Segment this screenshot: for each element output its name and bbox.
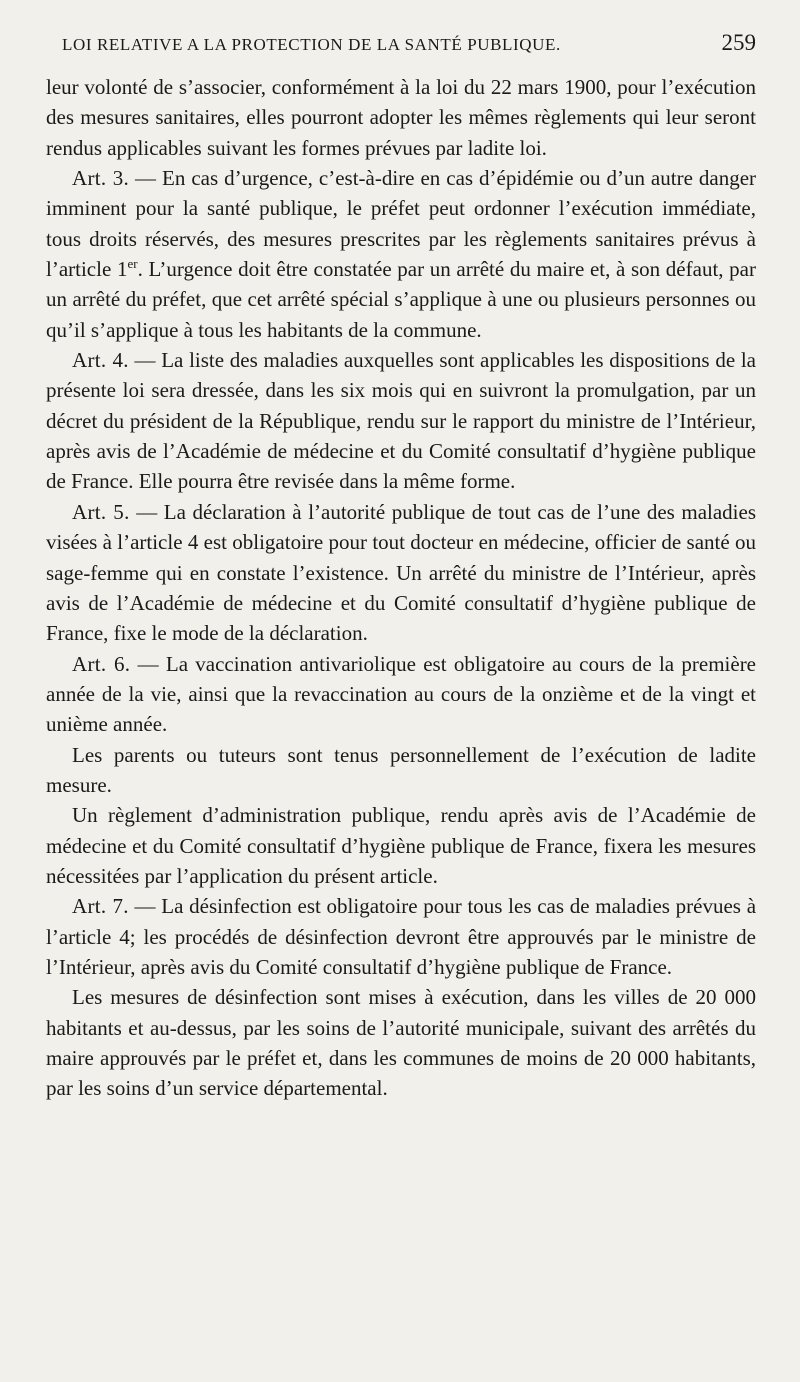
article-6-paragraph-3: [46, 800, 756, 891]
article-label: Art. 7.: [72, 894, 129, 919]
article-6: [46, 649, 756, 740]
article-label: Art. 5.: [72, 499, 130, 524]
article-7-paragraph-2: [46, 982, 756, 1103]
article-6-paragraph-2: [46, 740, 756, 801]
article-7: [46, 891, 756, 982]
paragraph-text: . L’urgence doit être constatée par un arrêté du maire et, à son défaut, par un arrêté du préfet, que cet arrêté spécial s’applique à une ou plusieurs personnes ou qu’il s’applique à tous les habitants de la commune.: [46, 257, 756, 342]
paragraph-text: Un règlement d’administration publique, rendu après avis de l’Académie de médecine et du Comité consultatif d’hygiène publique de France, fixera les mesures nécessitées par l’application du présent article.: [46, 803, 756, 888]
running-head: [62, 30, 756, 64]
paragraph-text: — La déclaration à l’autorité publique de tout cas de l’une des maladies visées à l’article 4 est obligatoire pour tout docteur en médecine, officier de santé ou sage-femme qui en constate l’existence. Un arrêté du ministre de l’Intérieur, après avis de l’Académie de médecine et du Comité consultatif d’hygiène publique de France, fixe le mode de la déclaration.: [46, 499, 757, 646]
article-label: Art. 3.: [72, 166, 130, 191]
page-number: 259: [721, 30, 756, 55]
article-5: [46, 497, 756, 649]
paragraph-text: Les parents ou tuteurs sont tenus personnellement de l’exécution de ladite mesure.: [46, 742, 756, 797]
superscript: er: [127, 256, 138, 272]
running-title: LOI RELATIVE A LA PROTECTION DE LA SANTÉ PUBLIQUE.: [62, 35, 561, 54]
continued-paragraph: [46, 72, 756, 163]
paragraph-text: Les mesures de désinfection sont mises à exécution, dans les villes de 20 000 habitants et au-dessus, par les soins de l’autorité municipale, suivant des arrêtés du maire approuvés par le préfet et, dans les communes de moins de 20 000 habitants, par les soins d’un service départemental.: [46, 985, 756, 1101]
paragraph-text: — La liste des maladies auxquelles sont applicables les dispositions de la présente loi sera dressée, dans les six mois qui en suivront la promulgation, par un décret du président de la République, rendu sur le rapport du ministre de l’Intérieur, après avis de l’Académie de médecine et du Comité consultatif d’hygiène publique de France. Elle pourra être revisée dans la même forme.: [46, 348, 756, 494]
article-label: Art. 6.: [72, 651, 131, 676]
paragraph-text: — La vaccination antivariolique est obligatoire au cours de la première année de la vie, ainsi que la revaccination au cours de la onzième et de la vingt et unième année.: [46, 651, 757, 737]
body-text: [46, 72, 756, 1104]
article-3: [46, 163, 756, 345]
article-4: [46, 345, 756, 497]
paragraph-text: — La désinfection est obligatoire pour tous les cas de maladies prévues à l’article 4; les procédés de désinfection devront être approuvés par le ministre de l’Intérieur, après avis du Comité consultatif d’hygiène publique de France.: [46, 894, 757, 979]
article-label: Art. 4.: [72, 348, 129, 373]
paragraph-text: leur volonté de s’associer, conformément à la loi du 22 mars 1900, pour l’exécution des mesures sanitaires, elles pourront adopter les mêmes règlements qui leur seront rendus applicables suivant les formes prévues par ladite loi.: [46, 75, 756, 160]
paragraph-text: — En cas d’urgence, c’est-à-dire en cas d’épidémie ou d’un autre danger imminent pour la santé publique, le préfet peut ordonner l’exécution immédiate, tous droits réservés, des mesures prescrites par les règlements sanitaires prévus à l’article 1: [46, 166, 757, 282]
